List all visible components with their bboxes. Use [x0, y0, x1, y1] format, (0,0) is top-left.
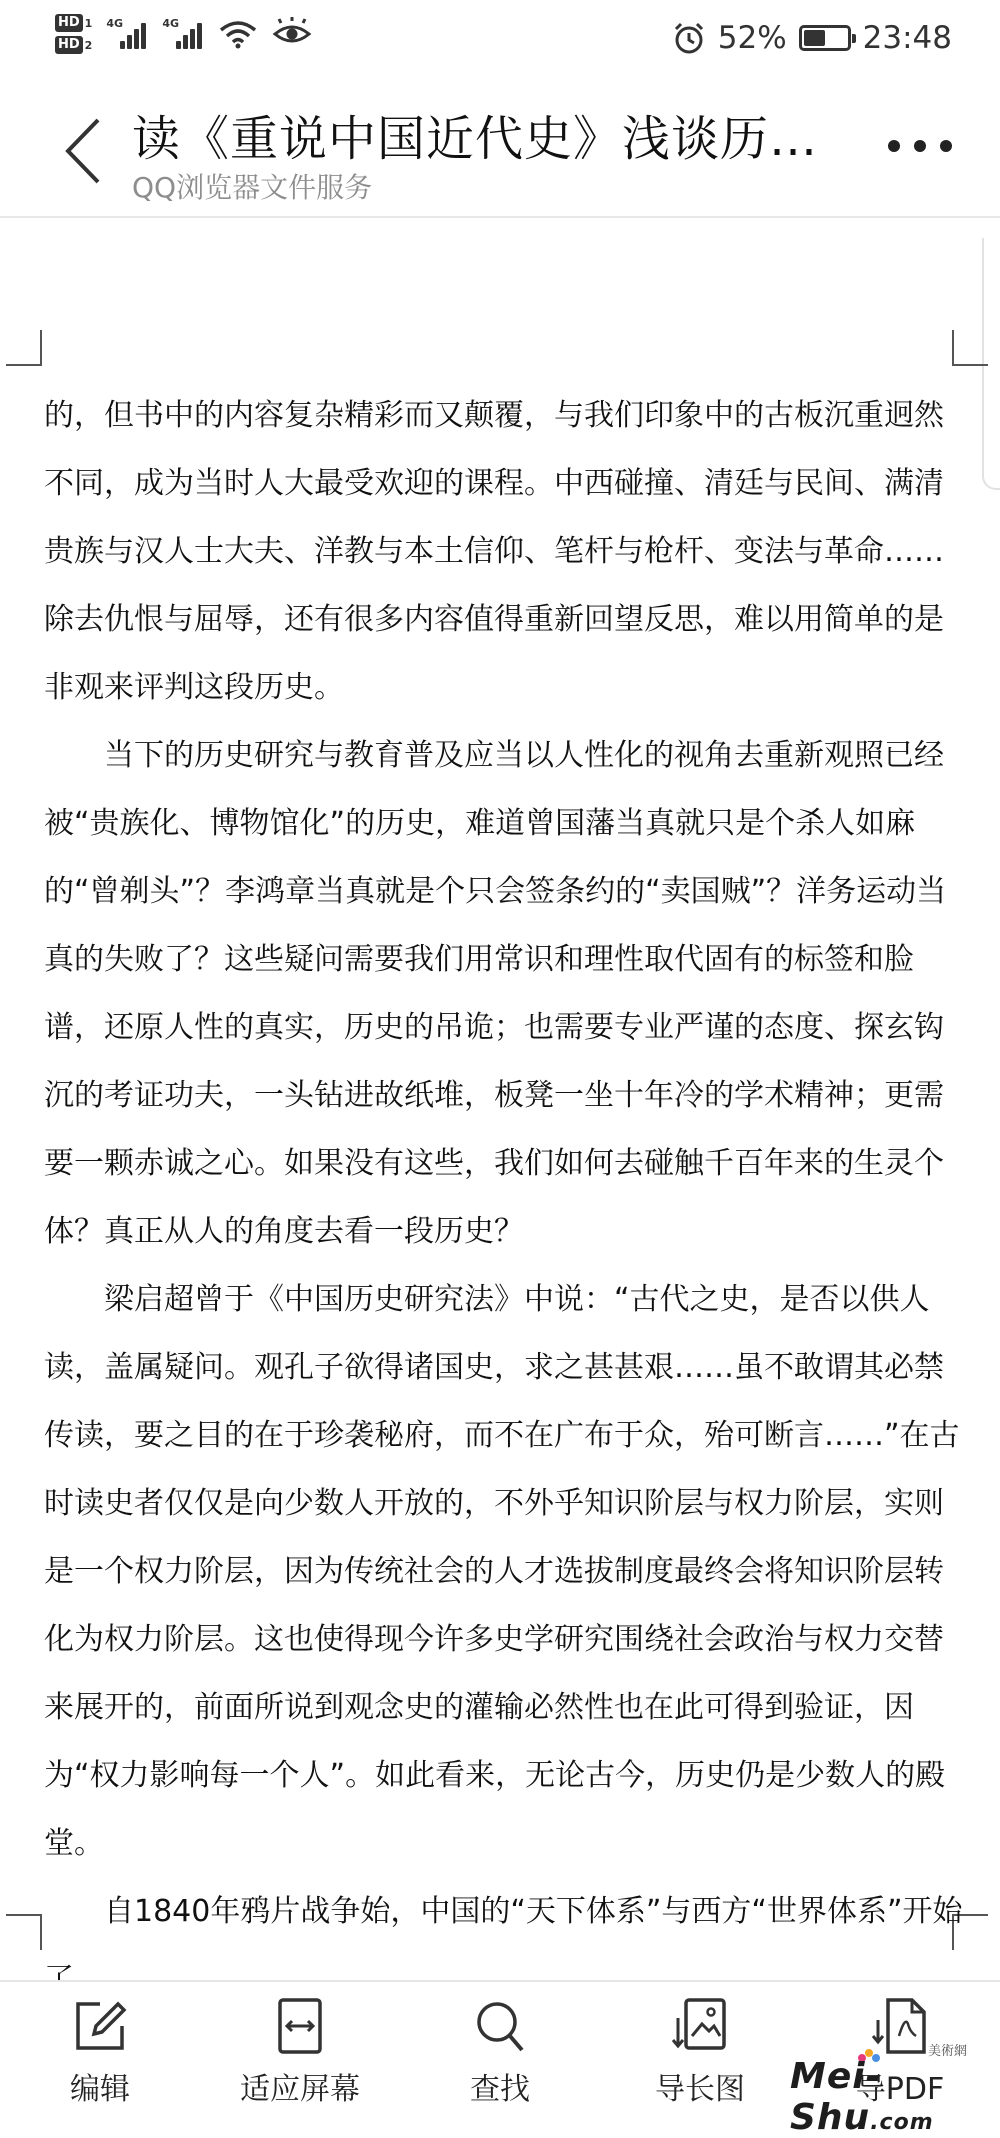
hd1-num: 1 — [84, 16, 93, 30]
paragraph: 当下的历史研究与教育普及应当以人性化的视角去重新观照已经被“贵族化、博物馆化”的历史，难道曾国藩当真就只是个杀人如麻的“曾剃头”？李鸿章当真就是个只会签条约的“卖国贼”？洋务运动当真的失败了？这些疑问需要我们用常识和理性取代固有的标签和脸谱，还原人性的真实，历史的吊诡；也需要专业严谨的态度、探玄钩沉的考证功夫，一头钻进故纸堆，板凳一坐十年冷的学术精神；更需要一颗赤诚之心。如果没有这些，我们如何去碰触千百年来的生灵个体？真正从人的角度去看一段历史？ — [44, 738, 947, 1249]
edit-button[interactable] — [0, 1992, 200, 2112]
watermark-text — [790, 2056, 990, 2138]
status-left — [55, 14, 312, 54]
signal-bar — [190, 29, 195, 49]
pdf-export-icon — [872, 1996, 928, 2056]
document-body — [44, 382, 964, 2014]
clock: 23:48 — [862, 20, 952, 56]
signal-bar — [141, 23, 146, 49]
alarm-icon — [672, 21, 706, 55]
edit-label: 编辑 — [70, 2072, 130, 2107]
signal-bar — [197, 23, 202, 49]
network2-label: 4G — [162, 17, 180, 30]
page-subtitle: QQ浏览器文件服务 — [132, 171, 373, 204]
status-bar — [0, 0, 1000, 80]
page-corner-mark — [6, 1914, 42, 1950]
signal-bar — [120, 41, 125, 49]
document-viewer[interactable] — [0, 218, 1000, 1980]
back-arrow-icon[interactable] — [58, 114, 108, 188]
signal-2-icon — [162, 19, 204, 49]
watermark-suffix: .com — [870, 2110, 934, 2135]
page-corner-mark — [6, 330, 42, 366]
watermark-main: Mei-Shu — [790, 2056, 882, 2138]
long-image-button[interactable] — [600, 1992, 800, 2112]
fit-screen-label: 适应屏幕 — [240, 2072, 360, 2107]
hd1-indicator — [55, 14, 92, 32]
signal-bar — [127, 35, 132, 49]
hd-indicators — [55, 14, 92, 54]
title-bar — [0, 80, 1000, 218]
eye-comfort-icon — [272, 19, 312, 49]
battery-fill — [804, 30, 826, 46]
hd2-label: HD — [55, 36, 83, 54]
page-title: 读《重说中国近代史》浅谈历… — [132, 111, 819, 167]
watermark-sub: 美術網 — [928, 2044, 968, 2059]
hd2-num: 2 — [84, 38, 93, 52]
dot — [940, 140, 952, 152]
battery-icon — [799, 25, 851, 51]
fit-screen-button[interactable] — [200, 1992, 400, 2112]
signal-1-icon — [106, 19, 148, 49]
export-pdf-label: 导PDF — [855, 2072, 945, 2107]
paragraph: 梁启超曾于《中国历史研究法》中说：“古代之史，是否以供人读，盖属疑问。观孔子欲得诸国史，求之甚甚艰……虽不敢谓其必禁传读，要之目的在于珍袭秘府，而不在广布于众，殆可断言……”在古时读史者仅仅是向少数人开放的，不外乎知识阶层与权力阶层，实则是一个权力阶层，因为传统社会的人才选拔制度最终会将知识阶层转化为权力阶层。这也使得现今许多史学研究围绕社会政治与权力交替来展开的，前面所说到观念史的灌输必然性也在此可得到验证，因为“权力影响每一个人”。如此看来，无论古今，历史仍是少数人的殿堂。 — [44, 1282, 960, 1861]
signal-bar — [183, 35, 188, 49]
signal-bar — [176, 41, 181, 49]
edit-pencil-icon — [72, 1996, 128, 2056]
search-icon — [472, 1996, 528, 2056]
battery-percent: 52% — [717, 20, 787, 56]
paragraph: 的，但书中的内容复杂精彩而又颠覆，与我们印象中的古板沉重迥然不同，成为当时人大最受欢迎的课程。中西碰撞、清廷与民间、满清贵族与汉人士大夫、洋教与本土信仰、笔杆与枪杆、变法与革命……除去仇恨与屈辱，还有很多内容值得重新回望反思，难以用简单的是非观来评判这段历史。 — [44, 398, 944, 705]
more-dots-icon[interactable] — [888, 140, 952, 152]
paragraph: 自1840年鸦片战争始，中国的“天下体系”与西方“世界体系”开始 — [104, 1894, 963, 1929]
wifi-icon — [218, 19, 258, 49]
network1-label: 4G — [106, 17, 124, 30]
fit-screen-icon — [272, 1996, 328, 2056]
dot — [914, 140, 926, 152]
signal-bar — [134, 29, 139, 49]
page-corner-mark — [952, 330, 988, 366]
find-label: 查找 — [470, 2072, 530, 2107]
status-right — [672, 20, 952, 56]
hd2-indicator — [55, 36, 92, 54]
long-image-icon — [672, 1996, 728, 2056]
hd1-label: HD — [55, 14, 83, 32]
dot — [888, 140, 900, 152]
long-image-label: 导长图 — [655, 2072, 745, 2107]
watermark — [790, 2044, 990, 2138]
find-button[interactable] — [400, 1992, 600, 2112]
